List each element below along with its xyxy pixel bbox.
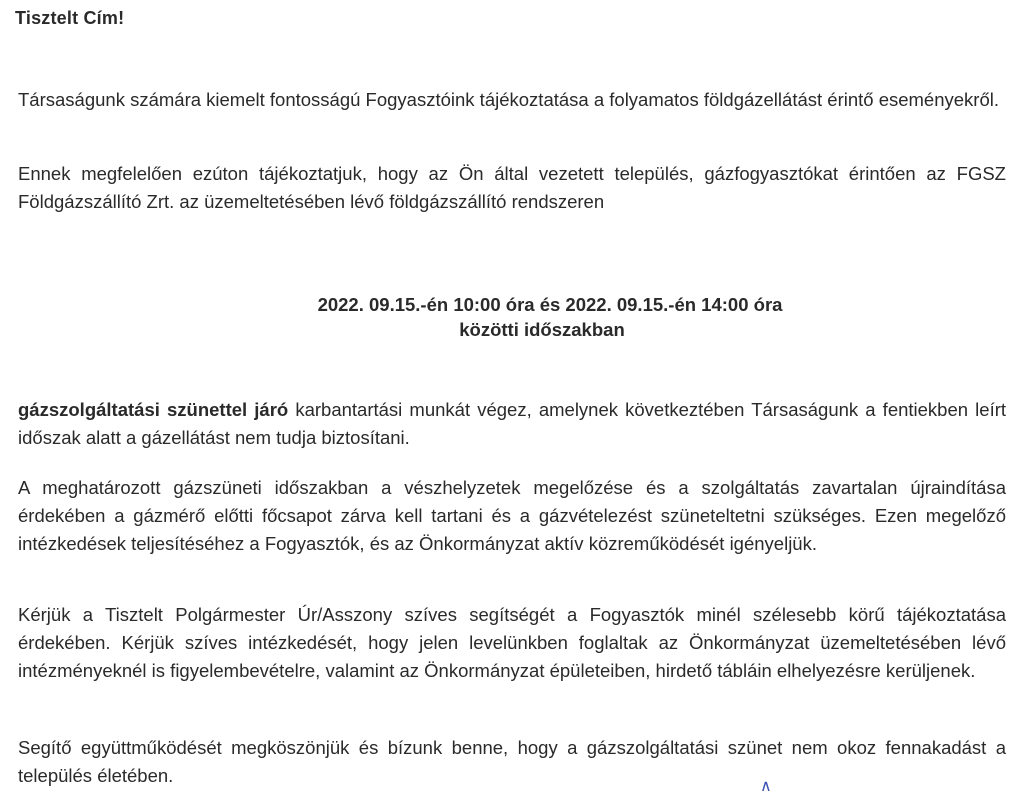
pen-mark-icon: ∧ <box>760 776 772 795</box>
paragraph-maintenance-emphasis: gázszolgáltatási szünettel járó <box>18 399 289 420</box>
paragraph-intro: Társaságunk számára kiemelt fontosságú Fogyasztóink tájékoztatása a folyamatos földgázellátást érintő eseményekről. <box>18 89 999 110</box>
greeting: Tisztelt Cím! <box>15 8 125 28</box>
maintenance-period-dates: 2022. 09.15.-én 10:00 óra és 2022. 09.15.-én 14:00 óra <box>317 294 783 315</box>
maintenance-period <box>0 292 1024 342</box>
paragraph-thanks: Segítő együttműködését megköszönjük és bízunk benne, hogy a gázszolgáltatási szünet nem okoz fennakadást a település életében. <box>18 737 1006 786</box>
maintenance-period-label: közötti időszakban <box>459 319 625 340</box>
paragraph-notice: Ennek megfelelően ezúton tájékoztatjuk, hogy az Ön által vezetett település, gázfogyasztókat érintően az FGSZ Földgázszállító Zrt. az üzemeltetésében lévő földgázszállító rendszeren <box>18 163 1006 212</box>
paragraph-maintenance-text: karbantartási munkát végez, amelynek következtében Társaságunk a fentiekben leírt időszak alatt a gázellátást nem tudja biztosítani. <box>18 399 1007 448</box>
paragraph-request: Kérjük a Tisztelt Polgármester Úr/Asszony szíves segítségét a Fogyasztók minél szélesebb körű tájékoztatása érdekében. Kérjük szíves intézkedését, hogy jelen levelünkben foglaltak az Önkormányzat üzemeltetésében lévő intézményeknél is figyelembevételre, valamint az Önkormányzat épületeiben, hirdető tábláin elhelyezésre kerüljenek. <box>18 604 1006 681</box>
paragraph-maintenance <box>18 396 1006 452</box>
paragraph-instructions: A meghatározott gázszüneti időszakban a vészhelyzetek megelőzése és a szolgáltatás zavartalan újraindítása érdekében a gázmérő előtti főcsapot zárva kell tartani és a gázvételezést szüneteltetni szükséges. Ezen megelőző intézkedések teljesítéséhez a Fogyasztók, és az Önkormányzat aktív közreműködését igényeljük. <box>18 477 1006 554</box>
